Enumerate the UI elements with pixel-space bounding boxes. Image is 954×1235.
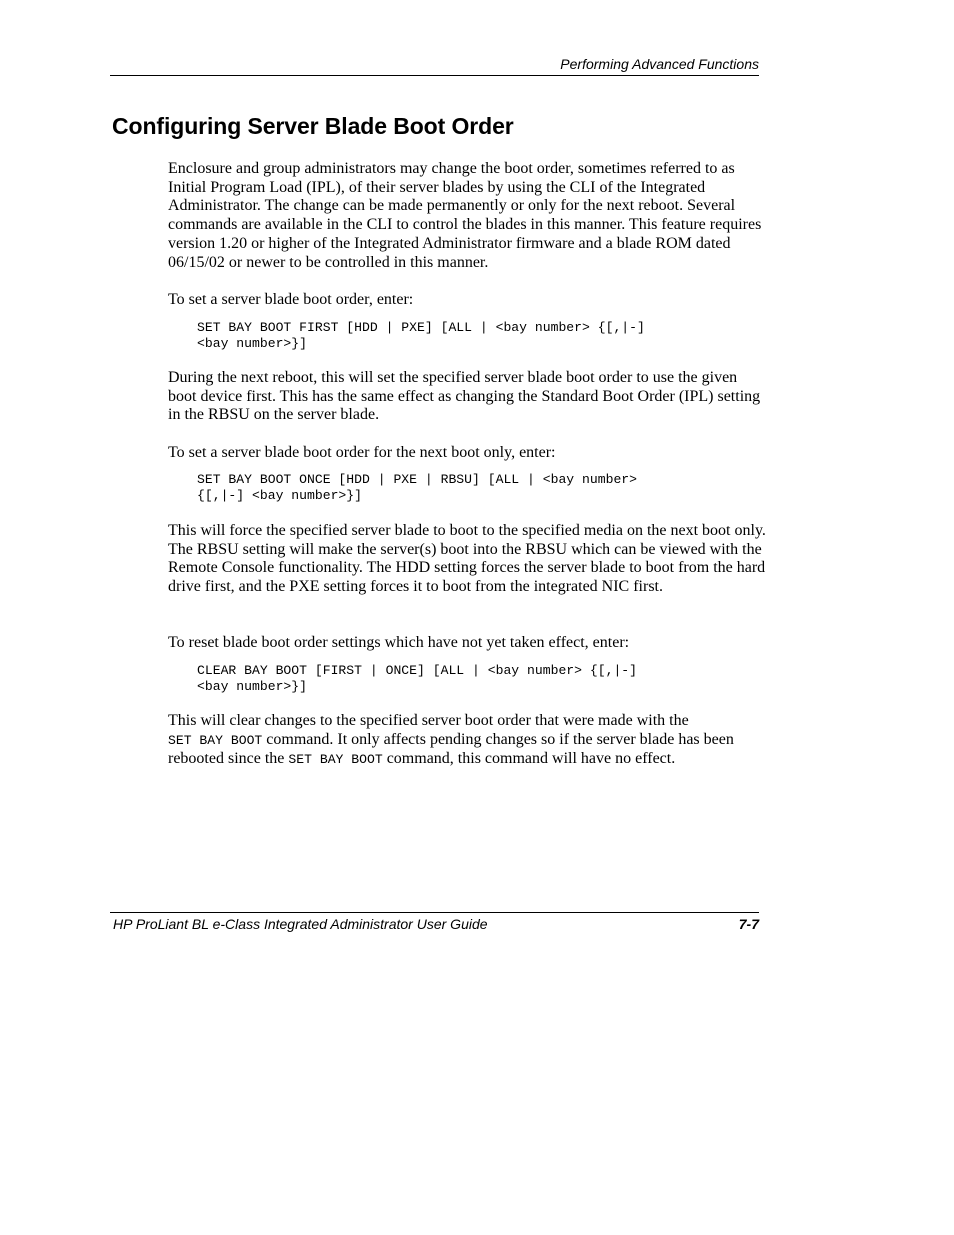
code-line: <bay number>}]: [197, 678, 308, 694]
clear-desc-text: command. It only affects pending changes so if the server blade has been rebooted since the: [168, 730, 734, 768]
header-section-title: Performing Advanced Functions: [560, 56, 759, 72]
clear-desc-text: command, this command will have no effect.: [382, 750, 676, 768]
page-number: 7-7: [738, 916, 759, 932]
inline-command: SET BAY BOOT: [288, 752, 383, 768]
code-line: SET BAY BOOT FIRST [HDD | PXE] [ALL | <bay number> {[,|-]: [197, 320, 645, 335]
page-title: Configuring Server Blade Boot Order: [112, 113, 514, 139]
running-header: [110, 55, 759, 76]
set-once-description: This will force the specified server blade to boot to the specified media on the next boot only. The RBSU setting will make the server(s) boot into the RBSU which can be viewed with the Remote Console functionality. The HDD setting forces the server blade to boot from the hard drive first, and the PXE setting forces it to boot from the integrated NIC first.: [168, 522, 766, 596]
clear-command: [197, 663, 757, 694]
footer-guide-title: HP ProLiant BL e-Class Integrated Administrator User Guide: [113, 916, 488, 932]
code-line: <bay number>}]: [197, 335, 308, 351]
clear-desc-text: This will clear changes to the specified server boot order that were made with the: [168, 712, 689, 729]
set-once-intro: To set a server blade boot order for the next boot only, enter:: [168, 444, 556, 461]
code-line: {[,|-] <bay number>}]: [197, 487, 363, 503]
clear-intro: To reset blade boot order settings which have not yet taken effect, enter:: [168, 634, 630, 651]
set-first-command: [197, 320, 757, 351]
code-line: SET BAY BOOT ONCE [HDD | PXE | RBSU] [ALL | <bay number>: [197, 472, 638, 487]
set-first-intro: To set a server blade boot order, enter:: [168, 291, 414, 308]
intro-paragraph: Enclosure and group administrators may change the boot order, sometimes referred to as Initial Program Load (IPL), of their server blades by using the CLI of the Integrated Administrator. The change can be made permanently or only for the next reboot. Several commands are available in the CLI to control the blades in this manner. This feature requires version 1.20 or higher of the Integrated Administrator firmware and a blade ROM dated 06/15/02 or newer to be controlled in this manner.: [168, 160, 762, 271]
inline-command: SET BAY BOOT: [168, 732, 263, 748]
code-line: CLEAR BAY BOOT [FIRST | ONCE] [ALL | <bay number> {[,|-]: [197, 663, 638, 678]
set-once-command: [197, 472, 757, 503]
running-footer: [110, 912, 759, 935]
set-first-description: During the next reboot, this will set the specified server blade boot order to use the given boot device first. This has the same effect as changing the Standard Boot Order (IPL) setting in the RBSU on the server blade.: [168, 369, 761, 424]
clear-description: [168, 712, 768, 770]
